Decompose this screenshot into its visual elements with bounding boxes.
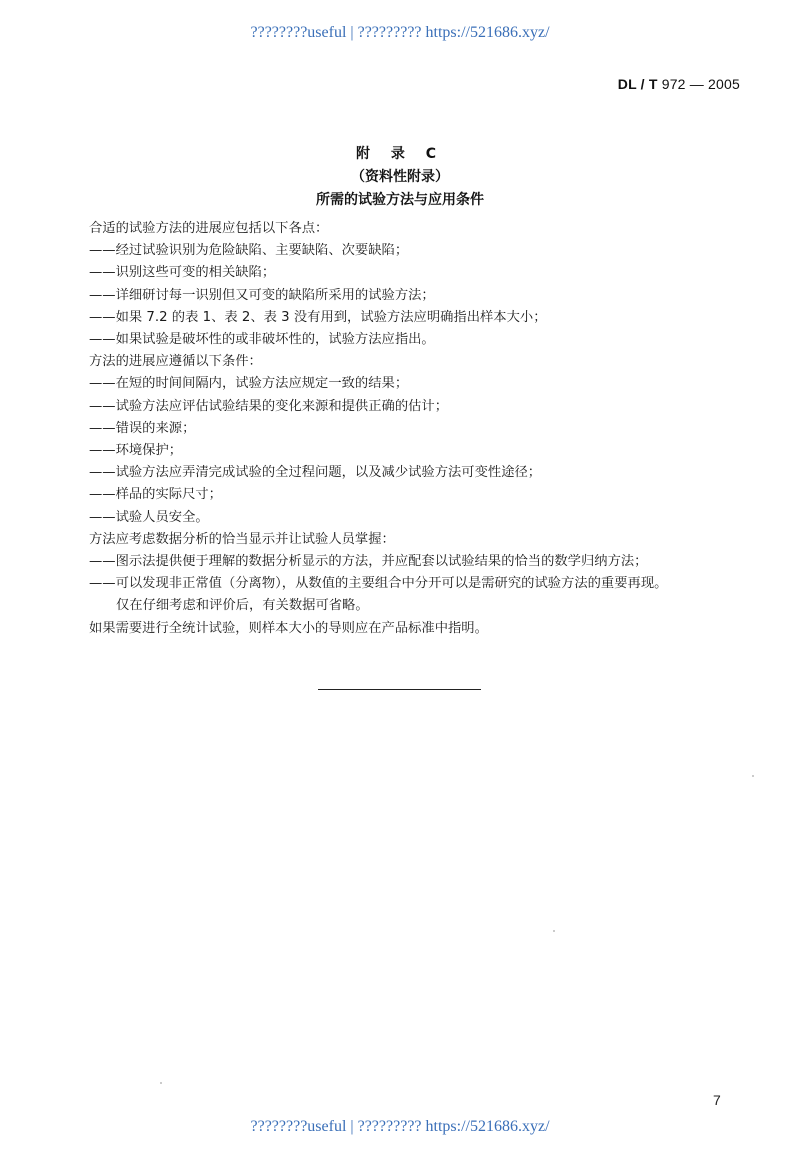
scan-speck (553, 930, 555, 932)
appendix-subtitle: （资料性附录） (351, 169, 449, 185)
list-item: ——环境保护； (89, 443, 183, 459)
list-item: ——详细研讨每一识别但又可变的缺陷所采用的试验方法； (89, 287, 435, 303)
list-item: ——如果试验是破坏性的或非破坏性的，试验方法应指出。 (89, 332, 435, 348)
end-of-appendix-rule (318, 689, 481, 690)
scan-speck (160, 1082, 162, 1084)
paragraph-data-analysis: 方法应考虑数据分析的恰当显示并让试验人员掌握： (89, 531, 395, 547)
watermark-link-bottom[interactable]: ????????useful | ????????? https://521686.xyz/ (250, 1118, 550, 1135)
list-item: ——试验人员安全。 (89, 509, 209, 525)
list-item: ——可以发现非正常值（分离物），从数值的主要组合中分开可以是需研究的试验方法的重要再现。 (89, 576, 668, 592)
appendix-title: 附 录 C (355, 146, 445, 162)
appendix-heading-block (0, 143, 800, 212)
paragraph-closing: 如果需要进行全统计试验，则样本大小的导则应在产品标准中指明。 (89, 620, 488, 636)
list-item: ——试验方法应评估试验结果的变化来源和提供正确的估计； (89, 398, 449, 414)
document-code (618, 76, 740, 92)
document-code-number: 972 — 2005 (661, 76, 740, 92)
watermark-link-top[interactable]: ????????useful | ????????? https://521686.xyz/ (250, 24, 550, 41)
list-item: ——样品的实际尺寸； (89, 487, 222, 503)
paragraph-indented-note: 仅在仔细考虑和评价后，有关数据可省略。 (116, 598, 369, 614)
document-code-prefix: DL / T (617, 76, 662, 92)
list-item: ——试验方法应弄清完成试验的全过程问题，以及减少试验方法可变性途径； (89, 465, 542, 481)
list-item: ——识别这些可变的相关缺陷； (89, 265, 276, 281)
paragraph-conditions: 方法的进展应遵循以下条件： (89, 354, 262, 370)
body-text (89, 218, 769, 640)
list-item: ——在短的时间间隔内，试验方法应规定一致的结果； (89, 376, 409, 392)
list-item: ——如果 7.2 的表 1、表 2、表 3 没有用到，试验方法应明确指出样本大小； (89, 309, 547, 325)
paragraph-intro: 合适的试验方法的进展应包括以下各点： (89, 221, 329, 236)
list-item: ——经过试验识别为危险缺陷、主要缺陷、次要缺陷； (89, 243, 409, 259)
scan-speck (752, 775, 754, 777)
list-item: ——错误的来源； (89, 420, 196, 436)
page-number: 7 (713, 1092, 721, 1108)
list-item: ——图示法提供便于理解的数据分析显示的方法，并应配套以试验结果的恰当的数学归纳方法； (89, 554, 648, 570)
appendix-heading: 所需的试验方法与应用条件 (316, 192, 484, 208)
